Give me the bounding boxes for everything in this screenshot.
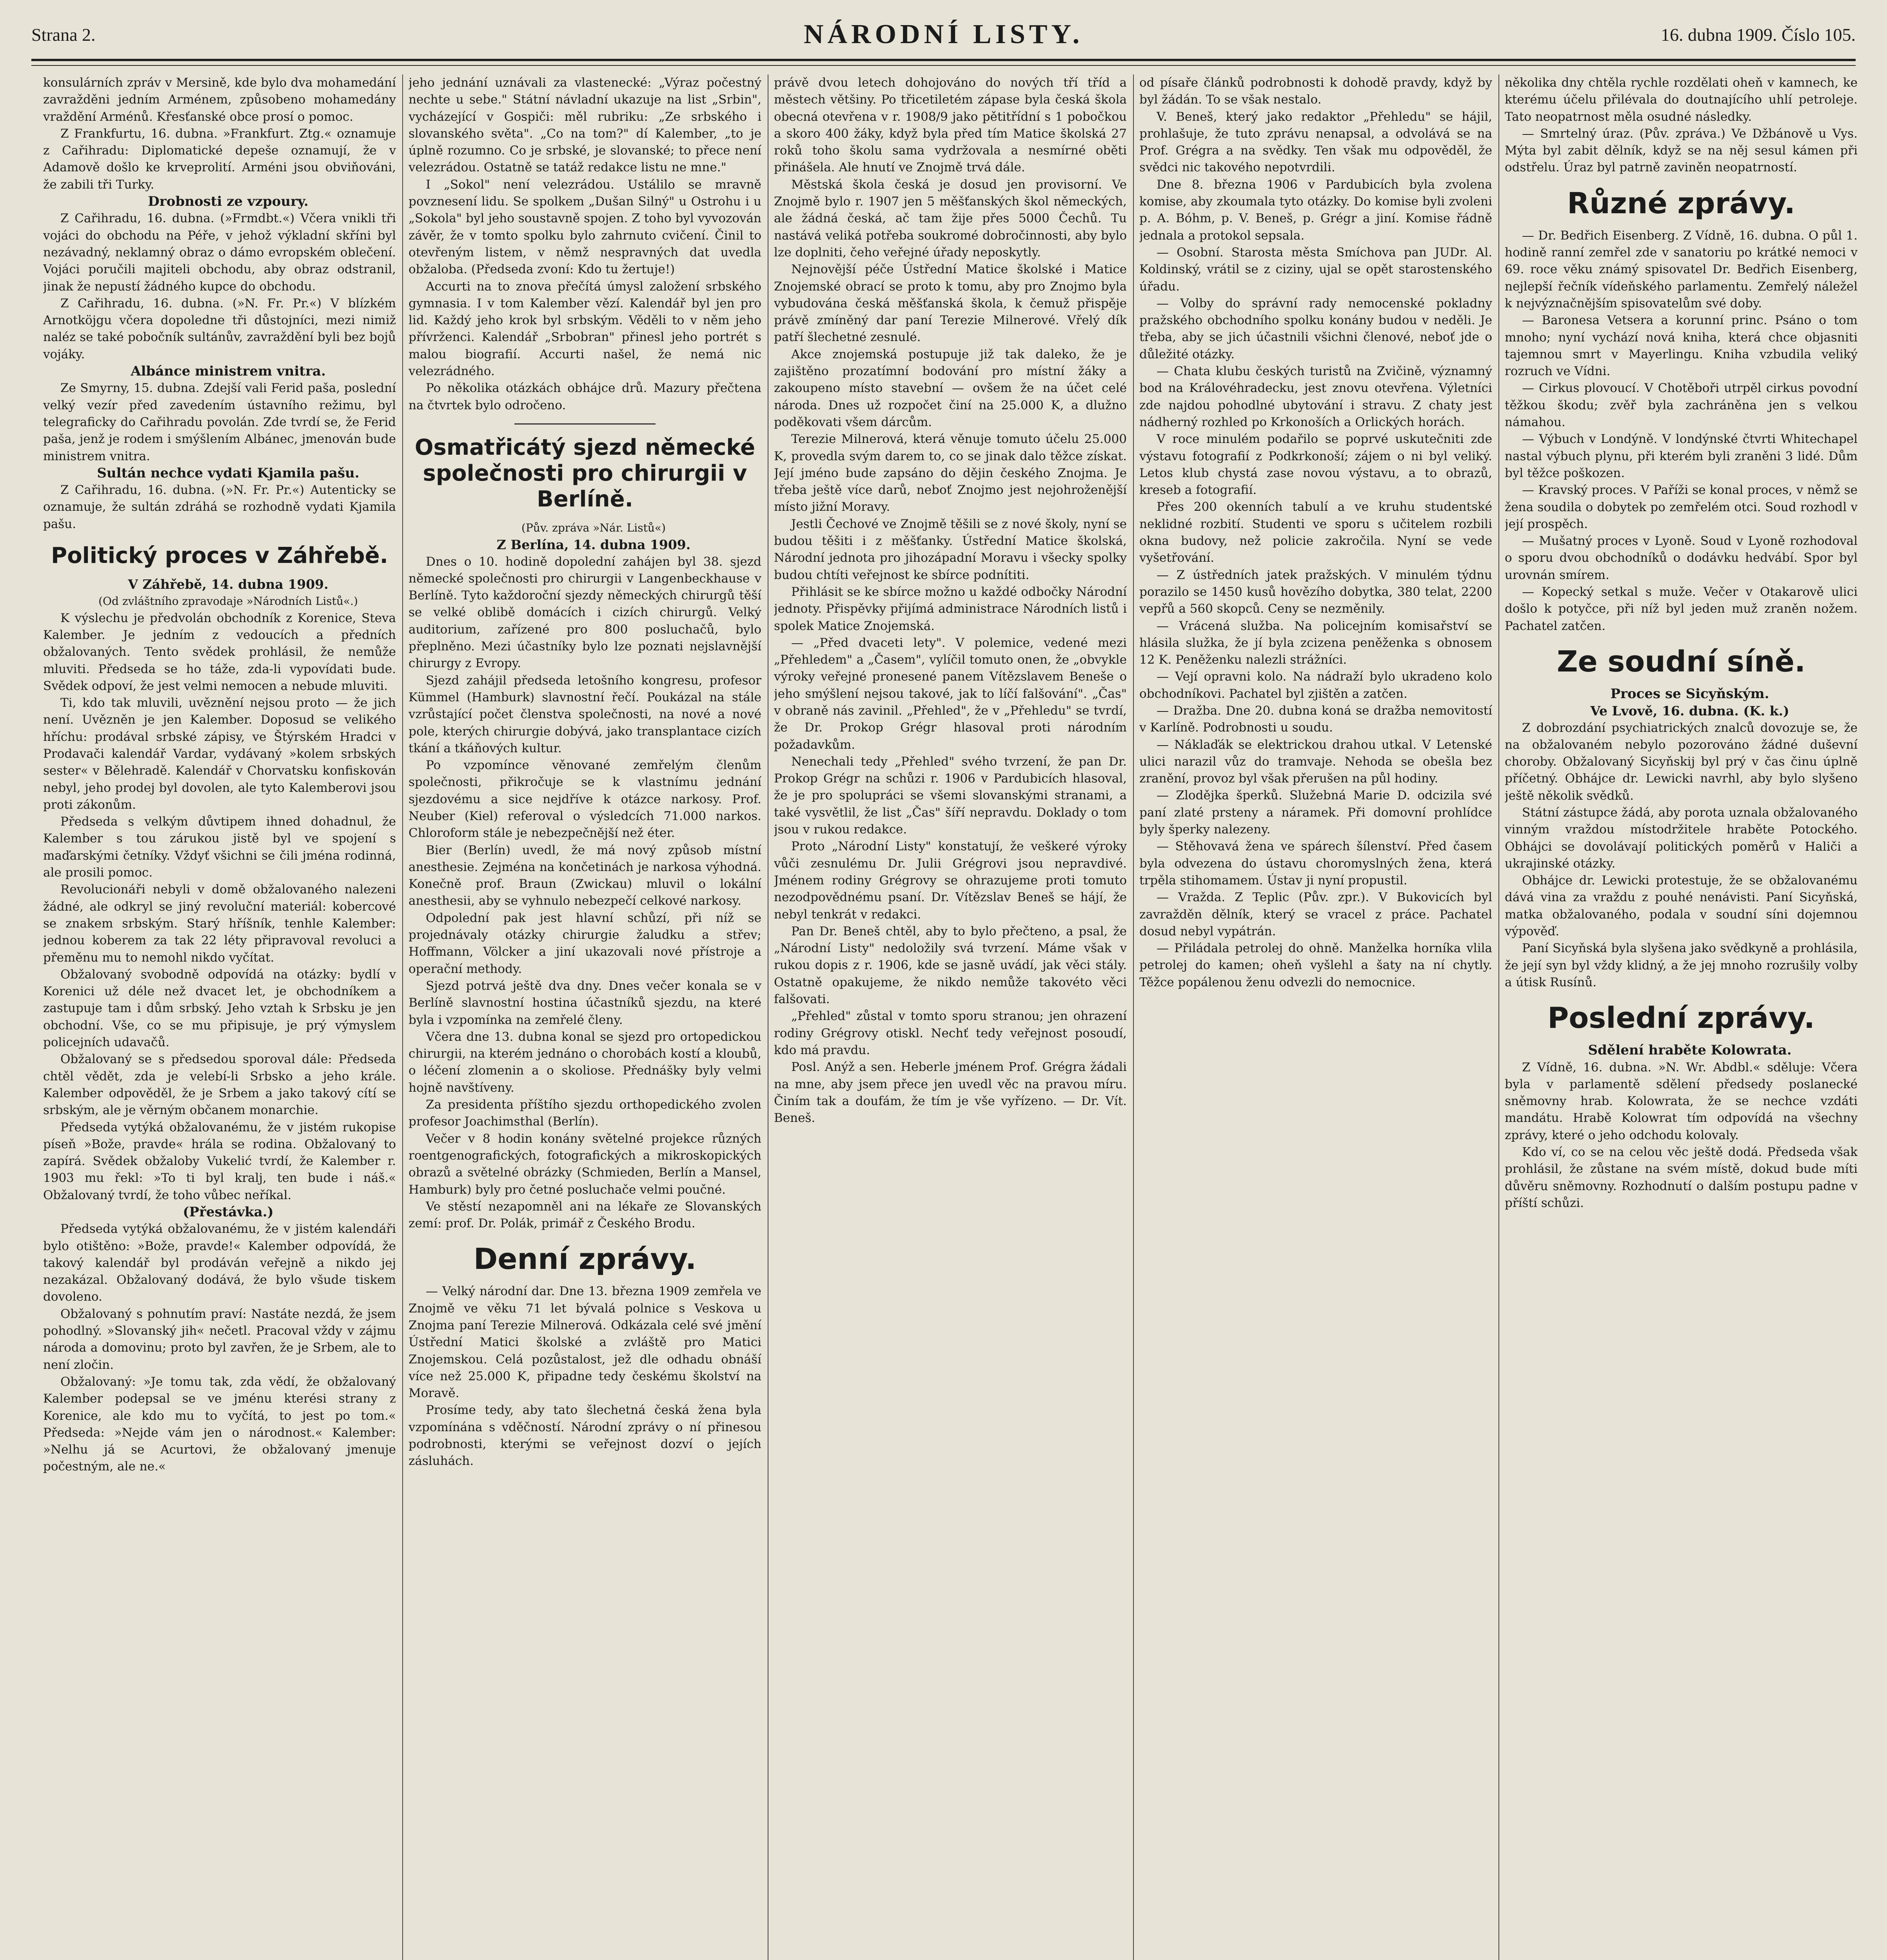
article-text: — Velký národní dar. Dne 13. března 1909 zemřela ve Znojmě ve věku 71 let bývalá polnice s Veskova u Znojma paní Terezie Milnerová. Odkázala celé své jmění Ústřední Matici školské a zvláště pro Matici Znojemskou. Celá pozůstalost, jež dle odhadu obnáší více než 25.000 K, připadne tedy českému školství na Moravě. — [409, 1284, 761, 1401]
column-4 — [1139, 74, 1492, 1960]
article-text: K výslechu je předvolán obchodník z Korenice, Steva Kalember. Je jedním z vedoucích a předních obžalovaných. Tento svědek prohlásil, že nemůže mluviti. Předseda se ho táže, zda-li vypovídati bude. Svědek odpoví, že jest velmi nemocen a nebude mluviti. — [43, 611, 396, 693]
article-text: Bier (Berlín) uvedl, že má nový způsob místní anesthesie. Zejména na končetinách je narkosa výhodná. Konečně prof. Braun (Zwickau) mluvil o lokální anesthesii, aby se vyhnulo nebezpečí celkové narkosy. — [409, 843, 761, 908]
subheading: Drobnosti ze vzpoury. — [148, 194, 309, 210]
article-text: Accurti na to znova přečítá úmysl založení srbského gymnasia. I v tom Kalember vězí. Kalendář byl jen pro lid. Každý jeho krok byl srbským. Věděli to v něm jeho přívrženci. Kalendář „Srbobran" přinesl jeho portrét s malou biografií. Accurti našel, že nemá nic velezrádného. — [409, 279, 761, 379]
byline: (Od zvláštního zpravodaje »Národních Listů«.) — [98, 595, 358, 608]
article-text: „Přehled" zůstal v tomto sporu stranou; jen ohrazení rodiny Grégrovy otiskl. Nechť tedy veřejnost posoudí, kdo má pravdu. — [774, 1009, 1127, 1057]
article-text: Ve stěstí nezapomněl ani na lékaře ze Slovanských zemí: prof. Dr. Polák, primář z Českého Brodu. — [409, 1199, 761, 1231]
article-text: — Výbuch v Londýně. V londýnské čtvrti Whitechapel nastal výbuch plynu, při kterém byli zraněni 3 lidé. Dům byl těžce poškozen. — [1505, 432, 1858, 480]
article-text: Nejnovější péče Ústřední Matice školské i Matice Znojemské obrací se proto k tomu, aby pro Znojmo byla vybudována česká měšťanská škola, k čemuž přispěje právě zmíněný dar paní Terezie Milnerové. Vřelý dík patří šlechetné zesnulé. — [774, 262, 1127, 345]
article-text: Jestli Čechové ve Znojmě těšili se z nové školy, nyní se budou těšiti i z měšťanky. Ústřední Matice školská, Národní jednota pro jihozápadní Moravu i všecky spolky budou chtíti veřejnost ke sbírce podnítiti. — [774, 517, 1127, 582]
subheading: Sultán nechce vydati Kjamila pašu. — [97, 465, 360, 481]
article-text: Přihlásit se ke sbírce možno u každé odbočky Národní jednoty. Přispěvky přijímá administrace Národních listů i spolek Matice Znojemská. — [774, 584, 1127, 633]
subheading: Sdělení hraběte Kolowrata. — [1588, 1042, 1792, 1058]
article-text: Obžalovaný: »Je tomu tak, zda vědí, že obžalovaný Kalember podepsal se ve jménu kterési strany z Korenice, ale kdo mu to vyčítá, to jest po tom.« Předseda: »Nejde vám jen o národnost.« Kalember: »Nelhu já se Acurtovi, že obžalovaný jmenuje počestným, ale ne.« — [43, 1374, 396, 1474]
article-text: V. Beneš, který jako redaktor „Přehledu" se hájil, prohlašuje, že tuto zprávu nenapsal, a odvolává se na Prof. Grégra a na svědky. Ten však mu odpověděl, že svědci nic takového nepotvrdili. — [1139, 109, 1492, 175]
section-rule — [514, 423, 656, 425]
headline-daily-news: Denní zprávy. — [473, 1242, 697, 1276]
article-text: Pan Dr. Beneš chtěl, aby to bylo přečteno, a psal, že „Národní Listy" nedoložily svá tvrzení. Máme však v rukou dopis z r. 1906, kde se jasně uvádí, jak věci stály. Ostatně opakujeme, že nikdo nemůže takovéto věci falšovati. — [774, 924, 1127, 1007]
article-text: — Přiládala petrolej do ohně. Manželka horníka vlila petrolej do kamen; oheň vyšlehl a šaty na ní chytly. Těžce popálenou ženu odvezli do nemocnice. — [1139, 941, 1492, 989]
article-text: Nenechali tedy „Přehled" svého tvrzení, že pan Dr. Prokop Grégr na schůzi r. 1906 v Pardubicích hlasoval, že je pro spolupráci se všemi slovanskými stranami, a také vysvětlil, že list „Čas" šíří nepravdu. Doklady o tom jsou v rukou redakce. — [774, 754, 1127, 837]
headline-court: Ze soudní síně. — [1556, 644, 1806, 679]
article-text: — Volby do správní rady nemocenské pokladny pražského obchodního spolku konány budou v neděli. Je třeba, aby se jich účastnili všichni členové, neboť jde o důležité otázky. — [1139, 296, 1492, 361]
article-text: Předseda vytýká obžalovanému, že v jistém kalendáři bylo otištěno: »Bože, pravde!« Kalember odpovídá, že takový kalendář byl prodáván veřejně a nikdo jej nezakázal. Obžalovaný dodává, že bylo všude tiskem dovoleno. — [43, 1222, 396, 1304]
article-text: Obžalovaný se s předsedou sporoval dále: Předseda chtěl vědět, zda je velebí-li Srbsko a jeho krále. Kalember odpověděl, že je Srbem a jako takový cítí se srbským, ale je věrným občanem monarchie. — [43, 1052, 396, 1118]
article-text: Terezie Milnerová, která věnuje tomuto účelu 25.000 K, provedla svým darem to, co se jinak dalo těžce získat. Její jméno bude zapsáno do dějin českého Znojma. Je třeba ještě více darů, neboť Znojmo jest nejohroženější místo jižní Moravy. — [774, 432, 1127, 514]
subheading: Albánce ministrem vnitra. — [131, 363, 326, 379]
article-text: — Baronesa Vetsera a korunní princ. Psáno o tom mnoho; nyní vychází nová kniha, která chce objasniti tajemnou smrt v Mayerlingu. Kniha vzbudila veliký rozruch ve Vídni. — [1505, 313, 1858, 379]
column-divider — [1133, 74, 1134, 1960]
article-text: Z Frankfurtu, 16. dubna. »Frankfurt. Ztg.« oznamuje z Cařihradu: Diplomatické depeše oznamují, že v Adamově došlo ke krveprolití. Arméni jsou obviňováni, že zabili tři Turky. — [43, 126, 396, 192]
article-text: Obžalovaný svobodně odpovídá na otázky: bydlí v Korenici už déle než dvacet let, je obchodníkem a zastupuje tam i dům srbský. Jeho vztah k Srbsku je jen obchodní. Vše, co se mu připisuje, je prý výmyslem policejních udavačů. — [43, 967, 396, 1050]
article-text: I „Sokol" není velezrádou. Ustálilo se mravně povznesení lidu. Se spolkem „Dušan Silný" u Ostrohu i u „Sokola" byl jeho soustavně spojen. Z toho byl vyvozován závěr, že v tomto spolku bylo zahrnuto cvičení. Činil to otevřeným listem, v němž nespravných dat uvedla obžaloba. (Předseda zvoní: Kdo tu žertuje!) — [409, 177, 761, 277]
article-text: Ti, kdo tak mluvili, uvěznění nejsou proto — že jich není. Uvězněn je jen Kalember. Doposud se velikého hříchu: prodával srbské zápisy, ve Štýrském Hradci v Prodavači kalendář Vardar, vydávaný »kolem srbských sester« v Bělehradě. Kalendář v Chorvatsku konfiskován nebyl, jeho prodej byl dovolen, ale tyto Kalemberovi jsou proti zákonům. — [43, 696, 396, 812]
headline-latest-news: Poslední zprávy. — [1547, 1001, 1815, 1035]
article-text: Večer v 8 hodin konány světelné projekce různých roentgenografických, fotografických a mikroskopických obrazů a světelné obrázky (Schmieden, Berlín a Mansel, Hamburk) byly pro četné posluchače velmi poučné. — [409, 1131, 761, 1197]
column-2 — [409, 74, 761, 1960]
article-text: — Vražda. Z Teplic (Pův. zpr.). V Bukovicích byl zavražděn dělník, který se vracel z práce. Pachatel dosud nebyl vypátrán. — [1139, 890, 1492, 938]
column-5 — [1505, 74, 1858, 1960]
headline-surgery-congress: Osmatřicátý sjezd německé společnosti pro chirurgii v Berlíně. — [414, 434, 756, 512]
newspaper-title: NÁRODNÍ LISTY. — [803, 19, 1084, 49]
article-text: Přes 200 okenních tabulí a ve kruhu studentské neklidné rozbití. Studenti ve sporu s učitelem rozbili okna budovy, než policie zakročila. Nyní se vede vyšetřování. — [1139, 500, 1492, 565]
article-text: — Osobní. Starosta města Smíchova pan JUDr. Al. Koldinský, vrátil se z ciziny, ujal se opět starostenského úřadu. — [1139, 245, 1492, 294]
article-text: — Zlodějka šperků. Služebná Marie D. odcizila své paní zlaté prsteny a náramek. Při domovní prohlídce byly šperky nalezeny. — [1139, 788, 1492, 837]
article-text: Po vzpomínce věnované zemřelým členům společnosti, přikročuje se k vlastnímu jednání sjezdovému a sice nejdříve k otázce narkosy. Prof. Neuber (Kiel) referoval o výsledcích 71.000 narkos. Chloroform stále je nebezpečnější než éter. — [409, 758, 761, 840]
article-text: od písaře článků podrobnosti k dohodě pravdy, když by byl žádán. To se však nestalo. — [1139, 76, 1492, 107]
article-text: Z Cařihradu, 16. dubna. (»Frmdbt.«) Včera vnikli tři vojáci do obchodu na Péře, v jehož výkladní skříni byl nezávadný, neklamný obraz o dámo evropském oblečení. Vojáci poručili majiteli obchodu, aby obraz odstranil, jinak že nepustí žádného kupce do obchodu. — [43, 211, 396, 294]
article-text: Ze Smyrny, 15. dubna. Zdejší vali Ferid paša, poslední velký vezír před zavedením ústavního režimu, byl telegraficky do Cařihradu povolán. Zde tvrdí se, že Ferid paša, jenž je rodem i smýšlením Albánec, jmenován bude ministrem vnitra. — [43, 381, 396, 463]
article-text: konsulárních zpráv v Mersině, kde bylo dva mohamedání zavražděni jedním Arménem, způsobeno mohamedány vraždění Arménů. Křesťanské obce prosí o pomoc. — [43, 76, 396, 124]
article-text: — Cirkus plovoucí. V Chotěboři utrpěl cirkus povodní těžkou škodu; zvěř byla zachráněna jen s velkou námahou. — [1505, 381, 1858, 430]
article-text: Posl. Anýž a sen. Heberle jménem Prof. Grégra žádali na mne, aby jsem přece jen uvedl věc na pravou míru. Činím tak a doufám, že tím je vše vyřízeno. — Dr. Vít. Beneš. — [774, 1060, 1127, 1125]
article-text: Sjezd potrvá ještě dva dny. Dnes večer konala se v Berlíně slavnostní hostina účastníků sjezdu, na které byla i vzpomínka na zemřelé členy. — [409, 978, 761, 1027]
dateline: Ve Lvově, 16. dubna. (K. k.) — [1590, 703, 1789, 719]
article-text: Paní Sicyňská byla slyšena jako svědkyně a prohlásila, že její syn byl vždy klidný, a že jej mnoho rozrušily volby a útisk Rusínů. — [1505, 941, 1858, 989]
article-text: — Mušatný proces v Lyoně. Soud v Lyoně rozhodoval o sporu dvou obchodníků o dodávku hedvábí. Spor byl urovnán smírem. — [1505, 534, 1858, 582]
article-text: Z Cařihradu, 16. dubna. (»N. Fr. Pr.«) Autenticky se oznamuje, že sultán zdráhá se rozhodně vydati Kjamila pašu. — [43, 483, 396, 531]
article-text: Odpolední pak jest hlavní schůzí, při níž se projednávaly otázky chirurgie žaludku a střev; Hoffmann, Völcker a jiní ukazovali nové přístroje a operační methody. — [409, 911, 761, 976]
article-text: — „Před dvaceti lety". V polemice, vedené mezi „Přehledem" a „Časem", vylíčil tomuto onen, že „obvykle výroky veřejné pronesené panem Vítězslavem Beneše o jeho smýšlení nejsou takové, jak to líčí falšování". „Čas" v obraně nás zavinil. „Přehled", že v „Přehledu" se tvrdí, že Dr. Prokop Grégr hlasoval proti národním požadavkům. — [774, 635, 1127, 752]
article-text: Proto „Národní Listy" konstatují, že veškeré výroky vůči zesnulému Dr. Julii Grégrovi jsou nepravdivé. Jménem rodiny Grégrovy se ohrazujeme proti tomuto nezodpovědnému psaní. Dr. Vítězslav Beneš se hájí, že nebyl tenkrát v redakci. — [774, 839, 1127, 922]
article-text: jeho jednání uznávali za vlastenecké: „Výraz počestný nechte u sebe." Státní návladní ukazuje na list „Srbin", vycházející v Gospiči: měl rubriku: „Ze srbského i slovanského světa". „Co na tom?" dí Kalember, „to je úplně rozumno. Co je srbské, je slovanské; to přece není velezrádou. Ostatně se tatáž redakce listu ne mne." — [409, 76, 761, 175]
page-number: Strana 2. — [31, 25, 96, 45]
article-text: Z Vídně, 16. dubna. »N. Wr. Abdbl.« sděluje: Včera byla v parlamentě sdělení předsedy poslanecké sněmovny hrab. Kolowrata, že se nechce vzdáti mandátu. Hrabě Kolowrat tím odpovídá na všechny zprávy, které o jeho odchodu kolovaly. — [1505, 1060, 1858, 1142]
article-text: Včera dne 13. dubna konal se sjezd pro ortopedickou chirurgii, na kterém jednáno o chorobách kostí a kloubů, o léčení zlomenin a o skoliose. Přednášky byly velmi hojně navštíveny. — [409, 1029, 761, 1095]
column-divider — [1498, 74, 1499, 1960]
article-text: Dnes o 10. hodině dopolední zahájen byl 38. sjezd německé společnosti pro chirurgii v Langenbeckhause v Berlíně. Tyto každoroční sjezdy německých chirurgů těší se velké oblibě domácích i cizích chirurgů. Velký auditorium, zařízené pro 800 posluchačů, bylo přeplněno. Mezi účastníky bylo lze poznati nejslavnější chirurgy z Evropy. — [409, 554, 761, 671]
article-text: — Náklaďák se elektrickou drahou utkal. V Letenské ulici narazil vůz do tramvaje. Nehoda se obešla bez zranění, provoz byl však přerušen na půl hodiny. — [1139, 737, 1492, 786]
column-divider — [402, 74, 403, 1960]
article-text: — Smrtelný úraz. (Pův. zpráva.) Ve Džbánově u Vys. Mýta byl zabit dělník, když se na něj sesul kámen při odstřelu. Úraz byl patrně zaviněn neopatrností. — [1505, 126, 1858, 175]
article-text: Obhájce dr. Lewicki protestuje, že se obžalovanému dává vina za vraždu z pouhé nenávisti. Paní Sicyňská, matka obžalovaného, podala v soudní síni dojemnou výpověď. — [1505, 873, 1858, 939]
article-text: Městská škola česká je dosud jen provisorní. Ve Znojmě bylo r. 1907 jen 5 měšťanských škol německých, ale žádná česká, ač tam žije přes 5000 Čechů. Tu nastává veliká potřeba soukromé dobročinnosti, aby bylo lze doplniti, čeho veřejné úřady neposkytly. — [774, 177, 1127, 260]
article-text: — Dr. Bedřich Eisenberg. Z Vídně, 16. dubna. O půl 1. hodině ranní zemřel zde v sanatoriu po krátké nemoci v 69. roce věku známý spisovatel Dr. Bedřich Eisenberg, nejlepší řečník vídeňského parlamentu. Zemřelý náležel k nejvýznačnějším spisovatelům své doby. — [1505, 228, 1858, 310]
subheading: (Přestávka.) — [183, 1204, 274, 1220]
dateline: V Záhřebě, 14. dubna 1909. — [128, 577, 329, 592]
article-text: — Kopecký setkal s muže. Večer v Otakarově ulici došlo k potyčce, při níž byl jeden muž zraněn nožem. Pachatel zatčen. — [1505, 585, 1858, 633]
article-text: — Dražba. Dne 20. dubna koná se dražba nemovitostí v Karlíně. Podrobnosti u soudu. — [1139, 703, 1492, 735]
article-text: — Vrácená služba. Na policejním komisařství se hlásila služka, že jí byla zcizena peněženka s obnosem 12 K. Peněženku nalezli strážníci. — [1139, 619, 1492, 667]
subheading: Proces se Sicyňským. — [1610, 686, 1769, 702]
column-3 — [774, 74, 1127, 1960]
article-text: Z Cařihradu, 16. dubna. (»N. Fr. Pr.«) V blízkém Arnotköjgu včera dopoledne tři důstojníci, mezi nimiž naléz se také pobočník sultánův, zavraždění byli bez bojů vojáky. — [43, 296, 396, 361]
article-text: Sjezd zahájil předseda letošního kongresu, profesor Kümmel (Hamburk) slavnostní řečí. Poukázal na stále vzrůstající počet členstva společnosti, na nové a nové pole, kterých chirurgie dobývá, jako transplantace cizích tkání a tkáňových kultur. — [409, 673, 761, 755]
article-text: V roce minulém podařilo se poprvé uskutečniti zde výstavu fotografií z Podkrkonoší; zájem o ni byl veliký. Letos klub chystá zase novou výstavu, a to obrazů, kreseb a fotografií. — [1139, 432, 1492, 497]
article-text: — Stěhovavá žena ve spárech šílenství. Před časem byla odvezena do ústavu choromyslných žena, která trpěla stihomamem. Ústav ji nyní propustil. — [1139, 839, 1492, 887]
article-text: Dne 8. března 1906 v Pardubicích byla zvolena komise, aby zkoumala tyto otázky. Do komise byli zvoleni p. A. Bóhm, p. V. Beneš, p. Grégr a jiní. Komise řádně jednala a protokol sepsala. — [1139, 177, 1492, 243]
article-text: — Vejí opravni kolo. Na nádraží bylo ukradeno kolo obchodníkovi. Pachatel byl zjištěn a zatčen. — [1139, 670, 1492, 701]
article-text: Po několika otázkách obhájce drů. Mazury přečtena na čtvrtek bylo odročeno. — [409, 381, 761, 412]
article-text: několika dny chtěla rychle rozdělati oheň v kamnech, ke kterému účelu přilévala do doutnajícího uhlí petroleje. Tato neopatrnost měla osudné následky. — [1505, 76, 1858, 124]
header-rule — [31, 59, 1856, 66]
headline-various-news: Různé zprávy. — [1567, 186, 1795, 220]
issue-date: 16. dubna 1909. Číslo 105. — [1660, 25, 1856, 45]
dateline: Z Berlína, 14. dubna 1909. — [496, 537, 691, 553]
article-text: Kdo ví, co se na celou věc ještě dodá. Předseda však prohlásil, že zůstane na svém místě, dokud bude míti důvěru sněmovny. Rozhodnutí o dalším postupu padne v příští schůzi. — [1505, 1145, 1858, 1210]
headline-political-trial: Politický proces v Záhřebě. — [51, 543, 388, 569]
article-text: Prosíme tedy, aby tato šlechetná česká žena byla vzpomínána s vděčností. Národní zprávy o ní přinesou podrobnosti, kterými se veřejnost dozví o jejích zásluhách. — [409, 1403, 761, 1468]
article-text: Obžalovaný s pohnutím praví: Nastáte nezdá, že jsem pohodlný. »Slovanský jih« nečetl. Pracoval vždy v zájmu národa a domovinu; proto byl zavřen, že je Srbem, ale to není zločin. — [43, 1307, 396, 1372]
article-text: — Z ústředních jatek pražských. V minulém týdnu porazilo se 1450 kusů hovězího dobytka, 380 telat, 2200 vepřů a 560 skopců. Ceny se nezměnily. — [1139, 568, 1492, 616]
article-text: Předseda s velkým důvtipem ihned dohadnul, že Kalember s tou zárukou jistě byl ve spojení s maďarskými četníky. Vždyť všichni se čili jména rodinná, ale prosili pomoc. — [43, 815, 396, 880]
article-text: — Kravský proces. V Paříži se konal proces, v němž se žena soudila o dobytek po zemřelém otci. Soud rozhodl v její prospěch. — [1505, 483, 1858, 531]
article-text: Z dobrozdání psychiatrických znalců dovozuje se, že na obžalovaném nebylo pozorováno žádné duševní choroby. Obžalovaný Sicyňskij byl prý v čas činu úplně příčetný. Obhájce dr. Lewicki navrhl, aby bylo slyšeno ještě několik svědků. — [1505, 720, 1858, 803]
article-text: Za presidenta příštího sjezdu orthopedického zvolen profesor Joachimsthal (Berlín). — [409, 1098, 761, 1129]
article-text: Státní zástupce žádá, aby porota uznala obžalovaného vinným vraždou místodržitele hraběte Potockého. Obhájci se dovolávají politických poměrů v Haliči a ukrajinské otázky. — [1505, 805, 1858, 871]
article-text: Předseda vytýká obžalovanému, že v jistém rukopise píseň »Bože, pravde« hrála se rodina. Obžalovaný to zapírá. Svědek obžaloby Vukelić tvrdí, že Kalember r. 1903 mu řekl: »To ti byl kralj, ten bude i náš.« Obžalovaný tvrdí, že toho vůbec neříkal. — [43, 1120, 396, 1202]
column-1 — [43, 74, 396, 1960]
byline: (Pův. zpráva »Nár. Listů«) — [521, 521, 666, 534]
article-text: právě dvou letech dohojováno do nových tří tříd a městech většiny. Po třicetiletém zápase byla česká škola obecná otevřena v r. 1908/9 jako pětitřídní s 1 pobočkou a skoro 400 žáky, když byla před tím Matice školská 27 roků toho školu sama vydržovala a nesmírné oběti přinášela. Ale hnutí ve Znojmě trvá dále. — [774, 76, 1127, 175]
article-text: Akce znojemská postupuje již tak daleko, že je zajištěno prozatímní bodování pro místní žáky a zakoupeno místo stavební — ovšem že na účet celé národa. Dnes už rozpočet činí na 25.000 K, a dlužno poděkovati všem dárcům. — [774, 347, 1127, 429]
page-header — [31, 16, 1856, 59]
article-text: — Chata klubu českých turistů na Zvičině, významný bod na Královéhradecku, jest znovu otevřena. Výletníci zde najdou pohodlné ubytování i stravu. Z chaty jest nádherný rozhled po Krkonoších a Orlických horách. — [1139, 364, 1492, 429]
article-text: Revolucionáři nebyli v domě obžalovaného nalezeni žádné, ale odkryl se jiný revoluční materiál: kobercové se znakem srbským. Starý hříšník, tenhle Kalember: jednou koberem za tak 22 léty připravoval revoluci a přeměnu mu to nemohl nikdo vyčítat. — [43, 882, 396, 965]
